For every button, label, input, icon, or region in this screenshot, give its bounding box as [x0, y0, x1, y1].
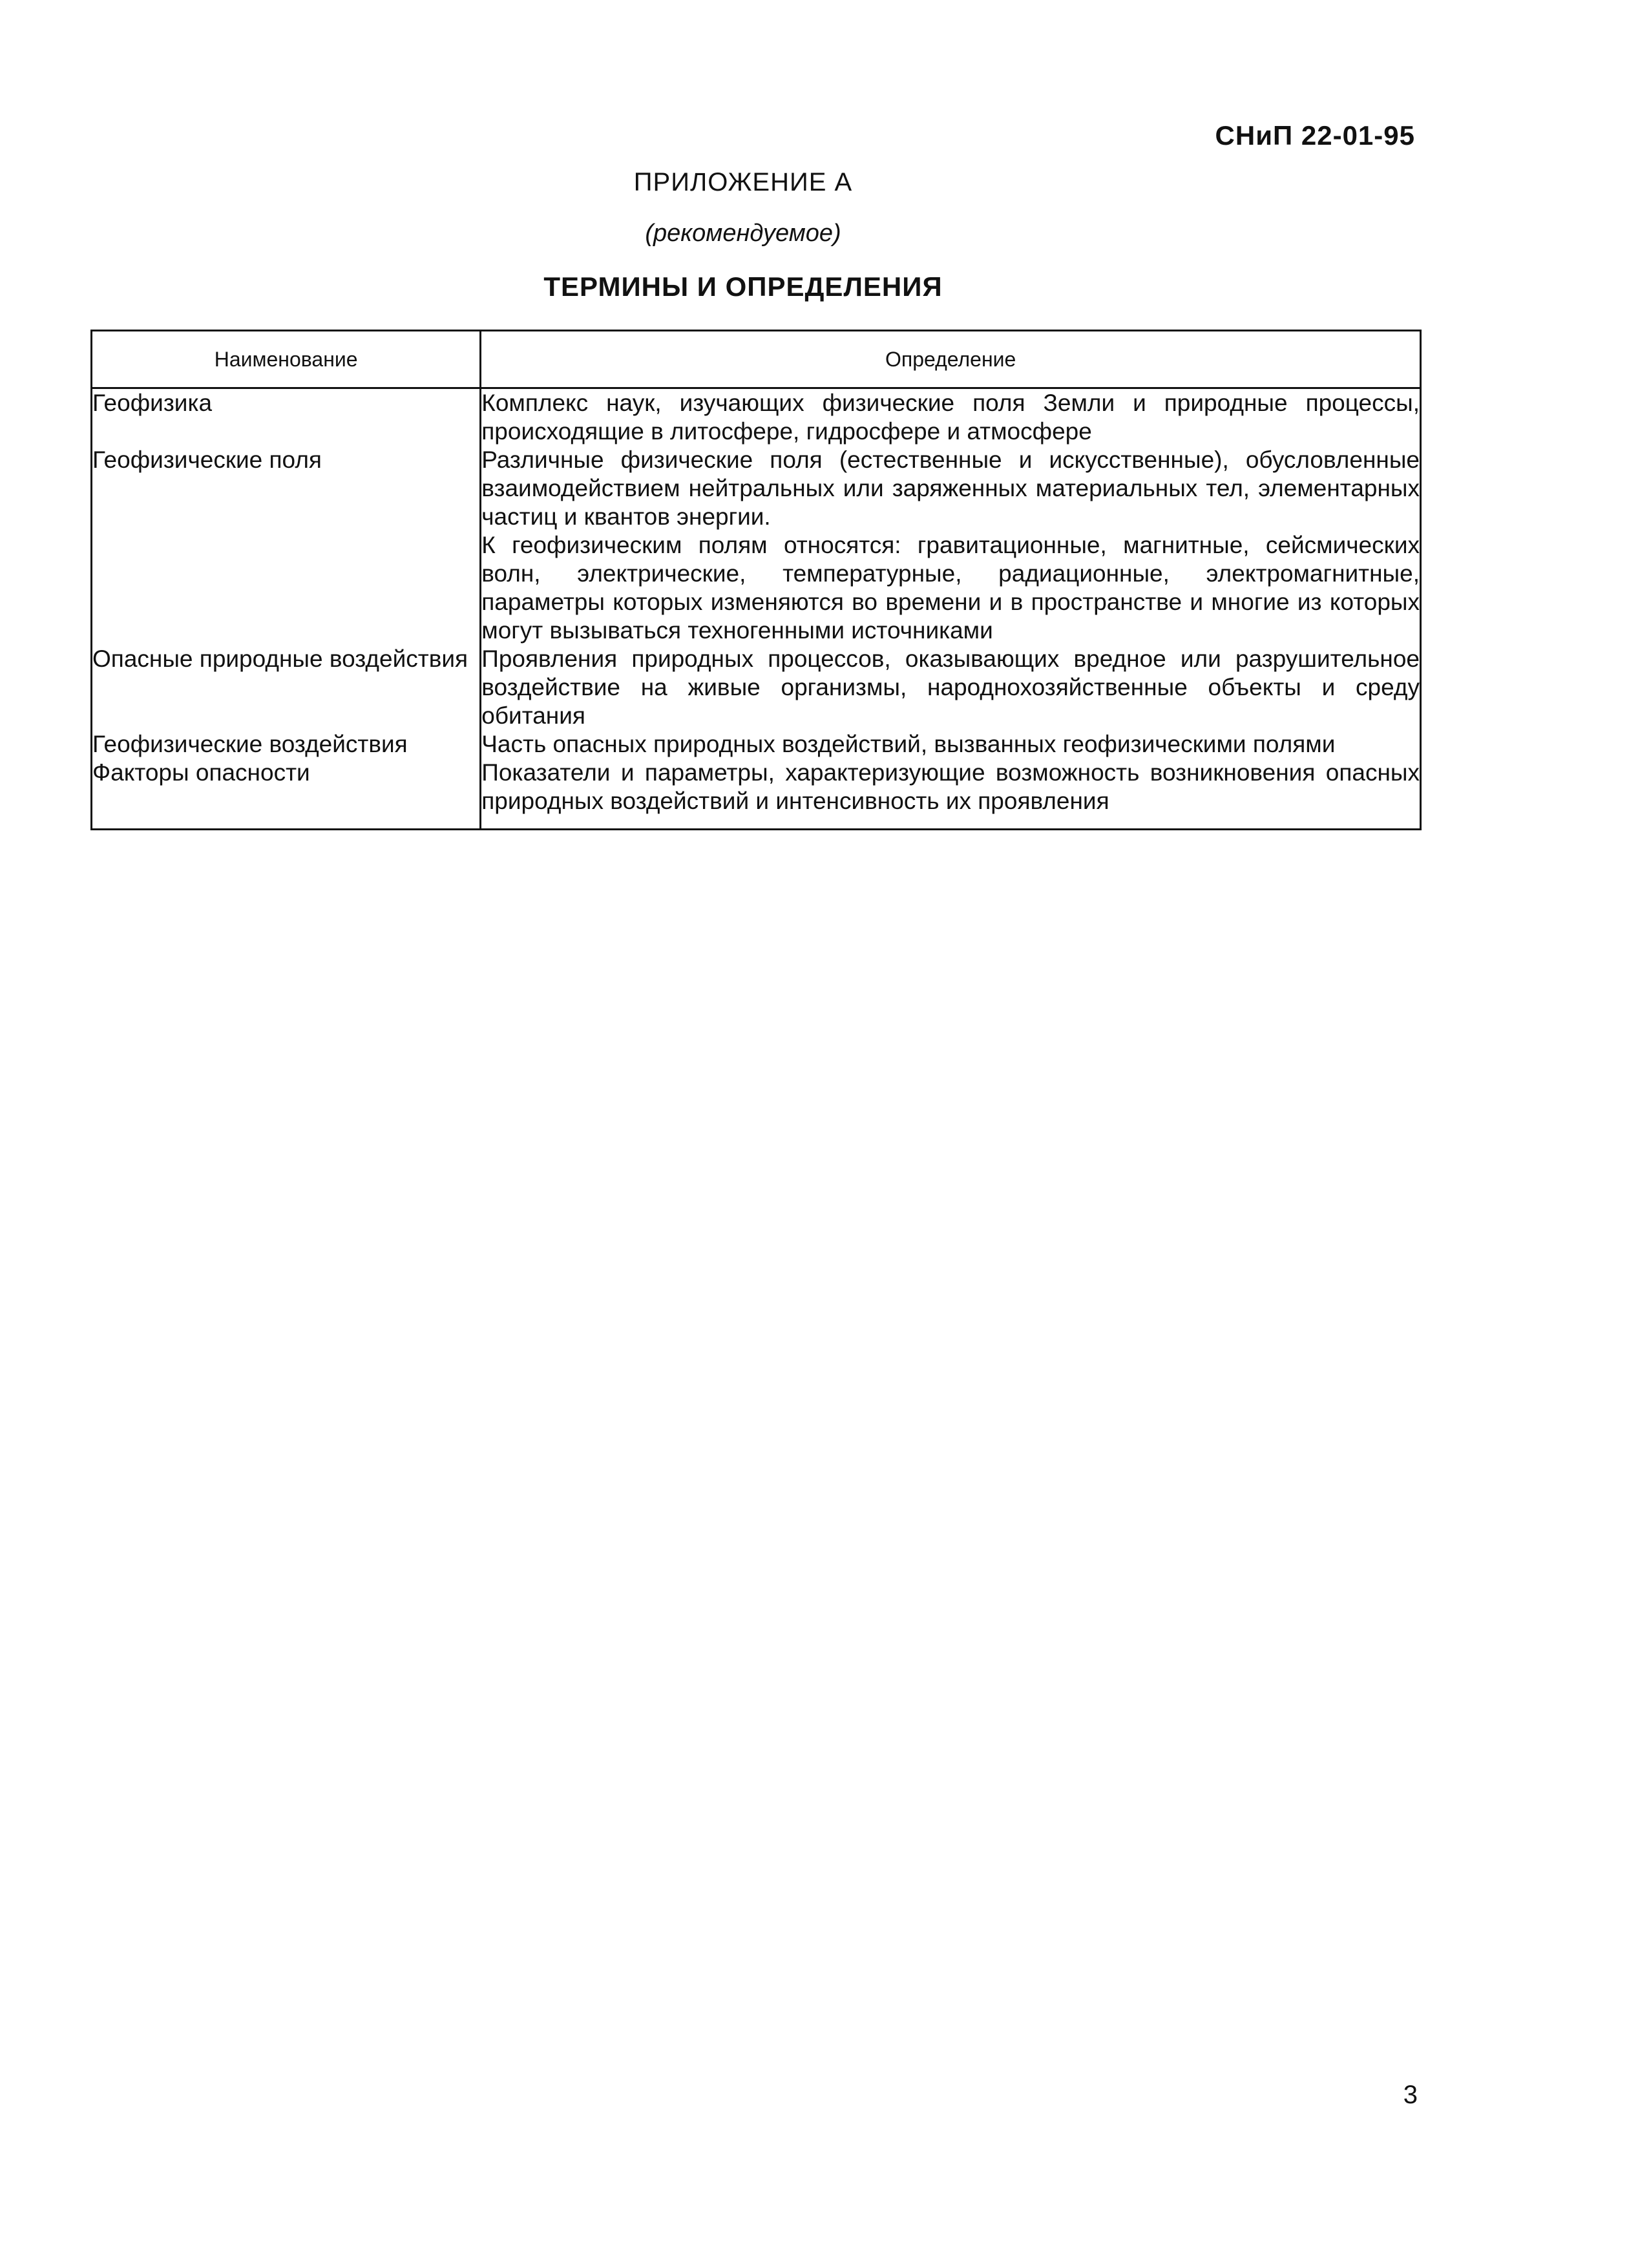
definition-text: Показатели и параметры, характеризующие возможность возникновения опасных природных воздействий и интенсивность их проявления — [481, 759, 1420, 814]
column-header-name: Наименование — [92, 331, 481, 388]
term-cell: Геофизические воздействия — [92, 730, 481, 759]
column-header-definition: Определение — [481, 331, 1421, 388]
table-row — [92, 446, 1421, 645]
table-row — [92, 645, 1421, 730]
definition-text: Различные физические поля (естественные и искусственные), обусловленные взаимодействием нейтральных или заряженных материальных тел, элементарных частиц и квантов энергии. — [481, 446, 1420, 530]
table-header-row — [92, 331, 1421, 388]
document-code: СНиП 22-01-95 — [1215, 120, 1415, 151]
section-title: ТЕРМИНЫ И ОПРЕДЕЛЕНИЯ — [543, 271, 943, 302]
appendix-title: ПРИЛОЖЕНИЕ А — [633, 168, 853, 196]
table-row — [92, 730, 1421, 759]
term-cell: Геофизика — [92, 388, 481, 446]
definition-cell — [481, 446, 1421, 645]
terms-table — [90, 330, 1422, 830]
appendix-status: (рекомендуемое) — [645, 220, 841, 247]
table-row — [92, 388, 1421, 446]
definition-cell — [481, 730, 1421, 759]
definition-text-extra: К геофизическим полям относятся: гравитационные, магнитные, сейсмических волн, электрические, температурные, радиационные, электромагнитные, параметры которых изменяются во времени и в пространстве и многие из которых могут вызываться техногенными источниками — [481, 532, 1420, 644]
definition-cell — [481, 388, 1421, 446]
definition-text: Проявления природных процессов, оказывающих вредное или разрушительное воздействие на живые организмы, народнохозяйственные объекты и среду обитания — [481, 646, 1420, 729]
page-number: 3 — [1403, 2081, 1418, 2109]
term-cell: Факторы опасности — [92, 759, 481, 830]
definition-cell — [481, 645, 1421, 730]
definition-text: Комплекс наук, изучающих физические поля Земли и природные процессы, происходящие в литосфере, гидросфере и атмосфере — [481, 390, 1420, 445]
definition-text: Часть опасных природных воздействий, вызванных геофизическими полями — [481, 731, 1336, 757]
table-row — [92, 759, 1421, 830]
term-cell: Опасные природные воздействия — [92, 645, 481, 730]
definition-cell — [481, 759, 1421, 830]
term-cell: Геофизические поля — [92, 446, 481, 645]
